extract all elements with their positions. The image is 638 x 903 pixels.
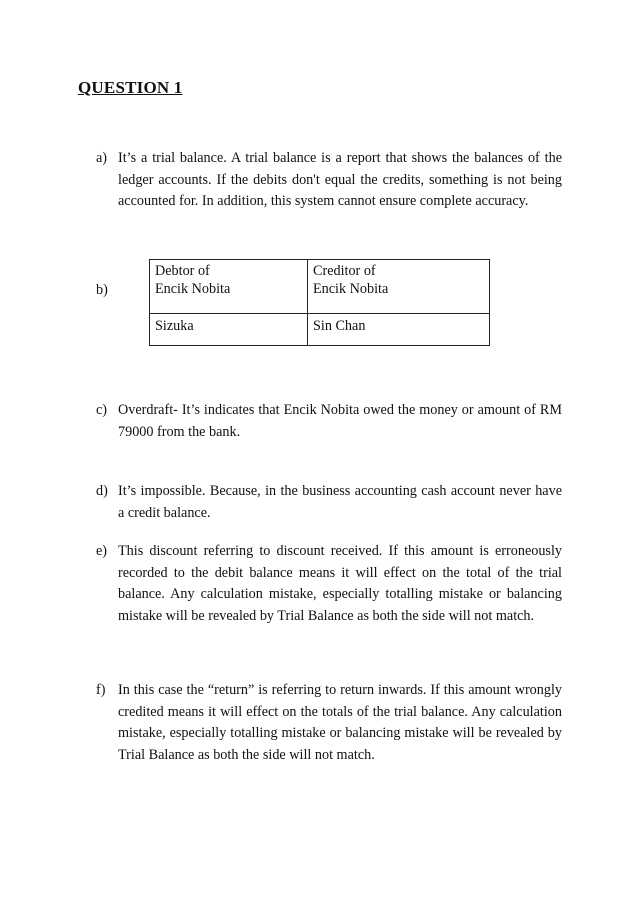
answer-f-text: In this case the “return” is referring to return inwards. If this amount wrongly credited means it will effect on the totals of the trial balance. Any calculation mistake, especially totalling mistake or balancing mistake will be revealed by Trial Balance as both the side will not match. xyxy=(118,682,562,763)
creditor-header-cell xyxy=(308,260,490,314)
debtor-value-cell: Sizuka xyxy=(150,314,308,346)
page-title: QUESTION 1 xyxy=(78,78,183,97)
creditor-header-line1: Creditor of xyxy=(313,263,376,279)
debtor-creditor-table xyxy=(149,259,490,346)
answer-a-marker: a) xyxy=(96,150,108,166)
table-header-row xyxy=(150,260,490,314)
creditor-header-line2: Encik Nobita xyxy=(313,281,389,297)
answer-d-marker: d) xyxy=(96,483,108,499)
answer-c-marker: c) xyxy=(96,402,108,418)
answer-c xyxy=(96,400,562,443)
debtor-header-line1: Debtor of xyxy=(155,263,210,279)
answer-e-marker: e) xyxy=(96,543,108,559)
table-row xyxy=(150,314,490,346)
answer-d xyxy=(96,481,562,524)
creditor-value-cell: Sin Chan xyxy=(308,314,490,346)
answer-a-text: It’s a trial balance. A trial balance is a report that shows the balances of the ledger accounts. If the debits don't equal the credits, something is not being accounted for. In addition, this system cannot ensure complete accuracy. xyxy=(118,150,562,209)
answer-d-text: It’s impossible. Because, in the business accounting cash account never have a credit balance. xyxy=(118,483,562,521)
debtor-header-cell xyxy=(150,260,308,314)
debtor-header-line2: Encik Nobita xyxy=(155,281,231,297)
answer-f-marker: f) xyxy=(96,682,106,698)
answer-c-text: Overdraft- It’s indicates that Encik Nobita owed the money or amount of RM 79000 from the bank. xyxy=(118,402,562,440)
answer-e-text: This discount referring to discount received. If this amount is erroneously recorded to the debit balance means it will effect on the total of the trial balance. Any calculation mistake, especially totalling mistake or balancing mistake will be revealed by Trial Balance as both the side will not match. xyxy=(118,543,562,624)
answer-f xyxy=(96,680,562,766)
answer-b-marker: b) xyxy=(96,282,108,298)
answer-e xyxy=(96,541,562,627)
answer-a xyxy=(96,148,562,213)
